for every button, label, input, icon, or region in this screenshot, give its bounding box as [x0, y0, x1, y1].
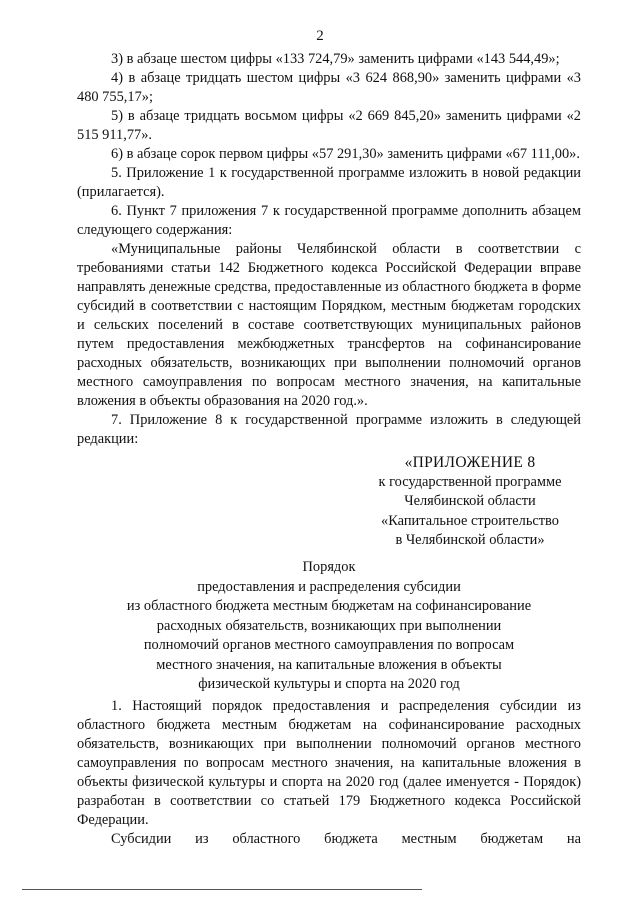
order-title-line: местного значения, на капитальные вложения в объекты — [156, 656, 502, 673]
order-body — [77, 697, 581, 849]
order-title-block — [77, 558, 581, 695]
amendment-item-4: 4) в абзаце тридцать шестом цифры «3 624 868,90» заменить цифрами «3 480 755,17»; — [77, 70, 581, 105]
quoted-paragraph: «Муниципальные районы Челябинской области в соответствии с требованиями статьи 142 Бюджетного кодекса Российской Федерации вправе направлять денежные средства, предоставленные из областного бюджета в форме субсидий в соответствии с настоящим Порядком, местным бюджетам городских и сельских поселений в составе соответствующих муниципальных районов путем предоставления межбюджетных трансфертов на софинансирование расходных обязательств, возникающих при выполнении полномочий органов местного самоуправления по вопросам местного значения, на капитальные вложения в объекты образования на 2020 год.». — [77, 241, 581, 409]
amendment-point-7: 7. Приложение 8 к государственной программе изложить в следующей редакции: — [77, 412, 581, 447]
appendix-line: Челябинской области — [404, 493, 536, 509]
amendment-item-6: 6) в абзаце сорок первом цифры «57 291,30» заменить цифрами «67 111,00». — [111, 146, 580, 162]
appendix-header — [360, 453, 580, 551]
appendix-line: «Капитальное строительство — [381, 512, 559, 529]
amendment-point-5: 5. Приложение 1 к государственной программе изложить в новой редакции (прилагается). — [77, 165, 581, 200]
order-title-line: предоставления и распределения субсидии — [197, 578, 461, 595]
order-title-line: расходных обязательств, возникающих при выполнении — [156, 617, 502, 634]
amendments-text — [77, 50, 581, 449]
order-heading: Порядок — [302, 559, 356, 575]
appendix-line: к государственной программе — [378, 473, 562, 490]
order-paragraph-2: Субсидии из областного бюджета местным бюджетам на — [111, 831, 581, 847]
order-title-line: полномочий органов местного самоуправления по вопросам — [143, 637, 515, 653]
page-number: 2 — [316, 28, 324, 44]
appendix-title: «ПРИЛОЖЕНИЕ 8 — [404, 454, 536, 471]
order-paragraph-1: 1. Настоящий порядок предоставления и распределения субсидии из областного бюджета местным бюджетам на софинансирование расходных обязательств, возникающих при выполнении полномочий органов местного самоуправления по вопросам местного значения, на капитальные вложения в объекты физической культуры и спорта на 2020 год (далее именуется - Порядок) разработан в соответствии со статьей 179 Бюджетного кодекса Российской Федерации. — [77, 698, 581, 828]
order-title-line: из областного бюджета местным бюджетам на софинансирование — [126, 598, 532, 614]
order-title-line: физической культуры и спорта на 2020 год — [198, 676, 460, 692]
amendment-point-6: 6. Пункт 7 приложения 7 к государственной программе дополнить абзацем следующего содержания: — [77, 203, 581, 238]
appendix-line: в Челябинской области» — [395, 532, 545, 548]
amendment-item-5: 5) в абзаце тридцать восьмом цифры «2 669 845,20» заменить цифрами «2 515 911,77». — [77, 108, 581, 143]
amendment-item-3: 3) в абзаце шестом цифры «133 724,79» заменить цифрами «143 544,49»; — [111, 51, 560, 67]
page-bottom-rule — [22, 889, 422, 890]
